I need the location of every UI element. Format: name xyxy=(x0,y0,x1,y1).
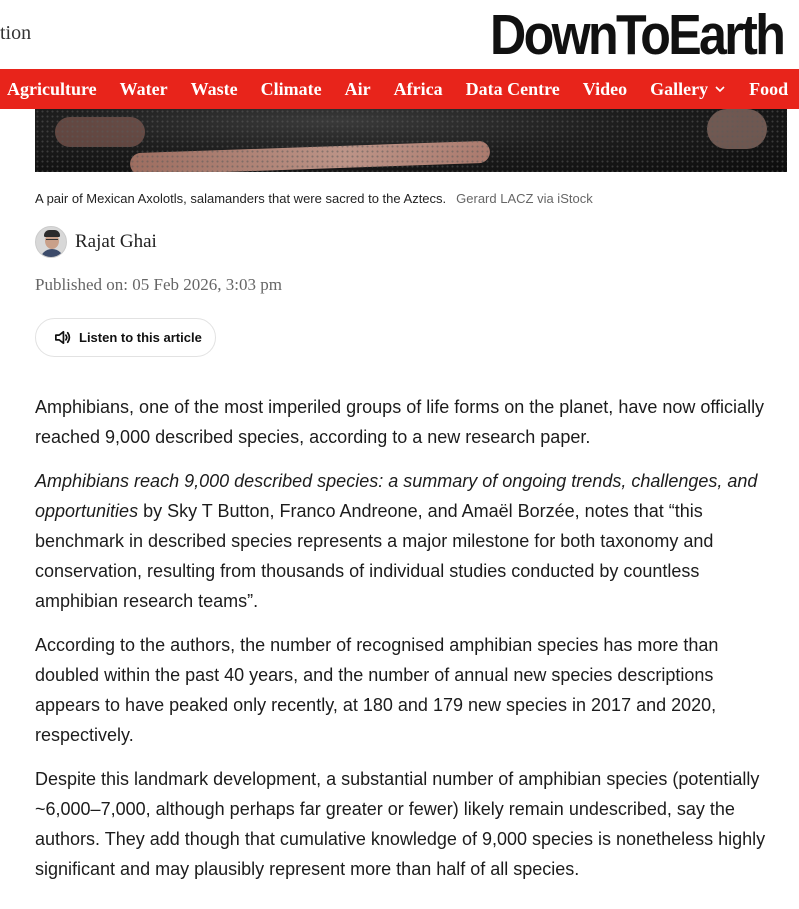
image-caption xyxy=(35,191,593,206)
nav-item-video[interactable]: Video xyxy=(582,78,628,99)
author-byline xyxy=(35,226,157,258)
nav-item-air[interactable]: Air xyxy=(344,78,371,99)
nav-item-waste[interactable]: Waste xyxy=(190,78,238,99)
article-paragraph-3: According to the authors, the number of recognised amphibian species has more than doubled within the past 40 years, and the number of annual new species descriptions appears to have peaked only recently, at 180 and 179 new species in 2017 and 2020, respectively. xyxy=(35,635,719,745)
paper-title: Amphibians reach 9,000 described species: a summary of ongoing trends, challenges, and opportunities xyxy=(35,471,758,521)
article-paragraph-1: Amphibians, one of the most imperiled groups of life forms on the planet, have now officially reached 9,000 described species, according to a new research paper. xyxy=(35,397,765,447)
speaker-icon xyxy=(53,328,72,347)
nav-item-africa[interactable]: Africa xyxy=(393,78,443,99)
article-paragraph-4: Despite this landmark development, a substantial number of amphibian species (potentially ~6,000–7,000, although perhaps far greater or fewer) likely remain undescribed, say the authors. They add though that cumulative knowledge of 9,000 species is nonetheless highly significant and may plausibly represent more than half of all species. xyxy=(35,769,766,879)
listen-label: Listen to this article xyxy=(79,330,202,345)
site-logo[interactable]: DownToEarth xyxy=(489,3,783,67)
nav-item-agriculture[interactable]: Agriculture xyxy=(7,78,97,99)
image-credit: Gerard LACZ via iStock xyxy=(456,191,593,206)
hero-image xyxy=(35,109,787,172)
header-partial-text: tion xyxy=(0,22,32,44)
published-date: Published on: 05 Feb 2026, 3:03 pm xyxy=(35,275,282,294)
caption-text: A pair of Mexican Axolotls, salamanders that were sacred to the Aztecs. xyxy=(35,191,447,206)
article-body xyxy=(35,392,783,898)
nav-item-food[interactable]: Food xyxy=(749,78,789,99)
nav-item-gallery[interactable] xyxy=(650,79,726,100)
nav-item-gallery-label: Gallery xyxy=(650,78,709,99)
nav-item-water[interactable]: Water xyxy=(119,78,168,99)
listen-article-button[interactable] xyxy=(35,318,216,357)
main-nav xyxy=(0,69,799,109)
author-name[interactable]: Rajat Ghai xyxy=(75,231,157,252)
author-avatar[interactable] xyxy=(35,226,67,258)
article-paragraph-2 xyxy=(35,466,783,616)
nav-item-data-centre[interactable]: Data Centre xyxy=(465,78,560,99)
chevron-down-icon xyxy=(714,83,726,95)
nav-item-climate[interactable]: Climate xyxy=(260,78,322,99)
paragraph-2-rest: by Sky T Button, Franco Andreone, and Amaël Borzée, notes that “this benchmark in described species represents a major milestone for both taxonomy and conservation, resulting from thousands of individual studies conducted by countless amphibian research teams”. xyxy=(35,501,714,611)
